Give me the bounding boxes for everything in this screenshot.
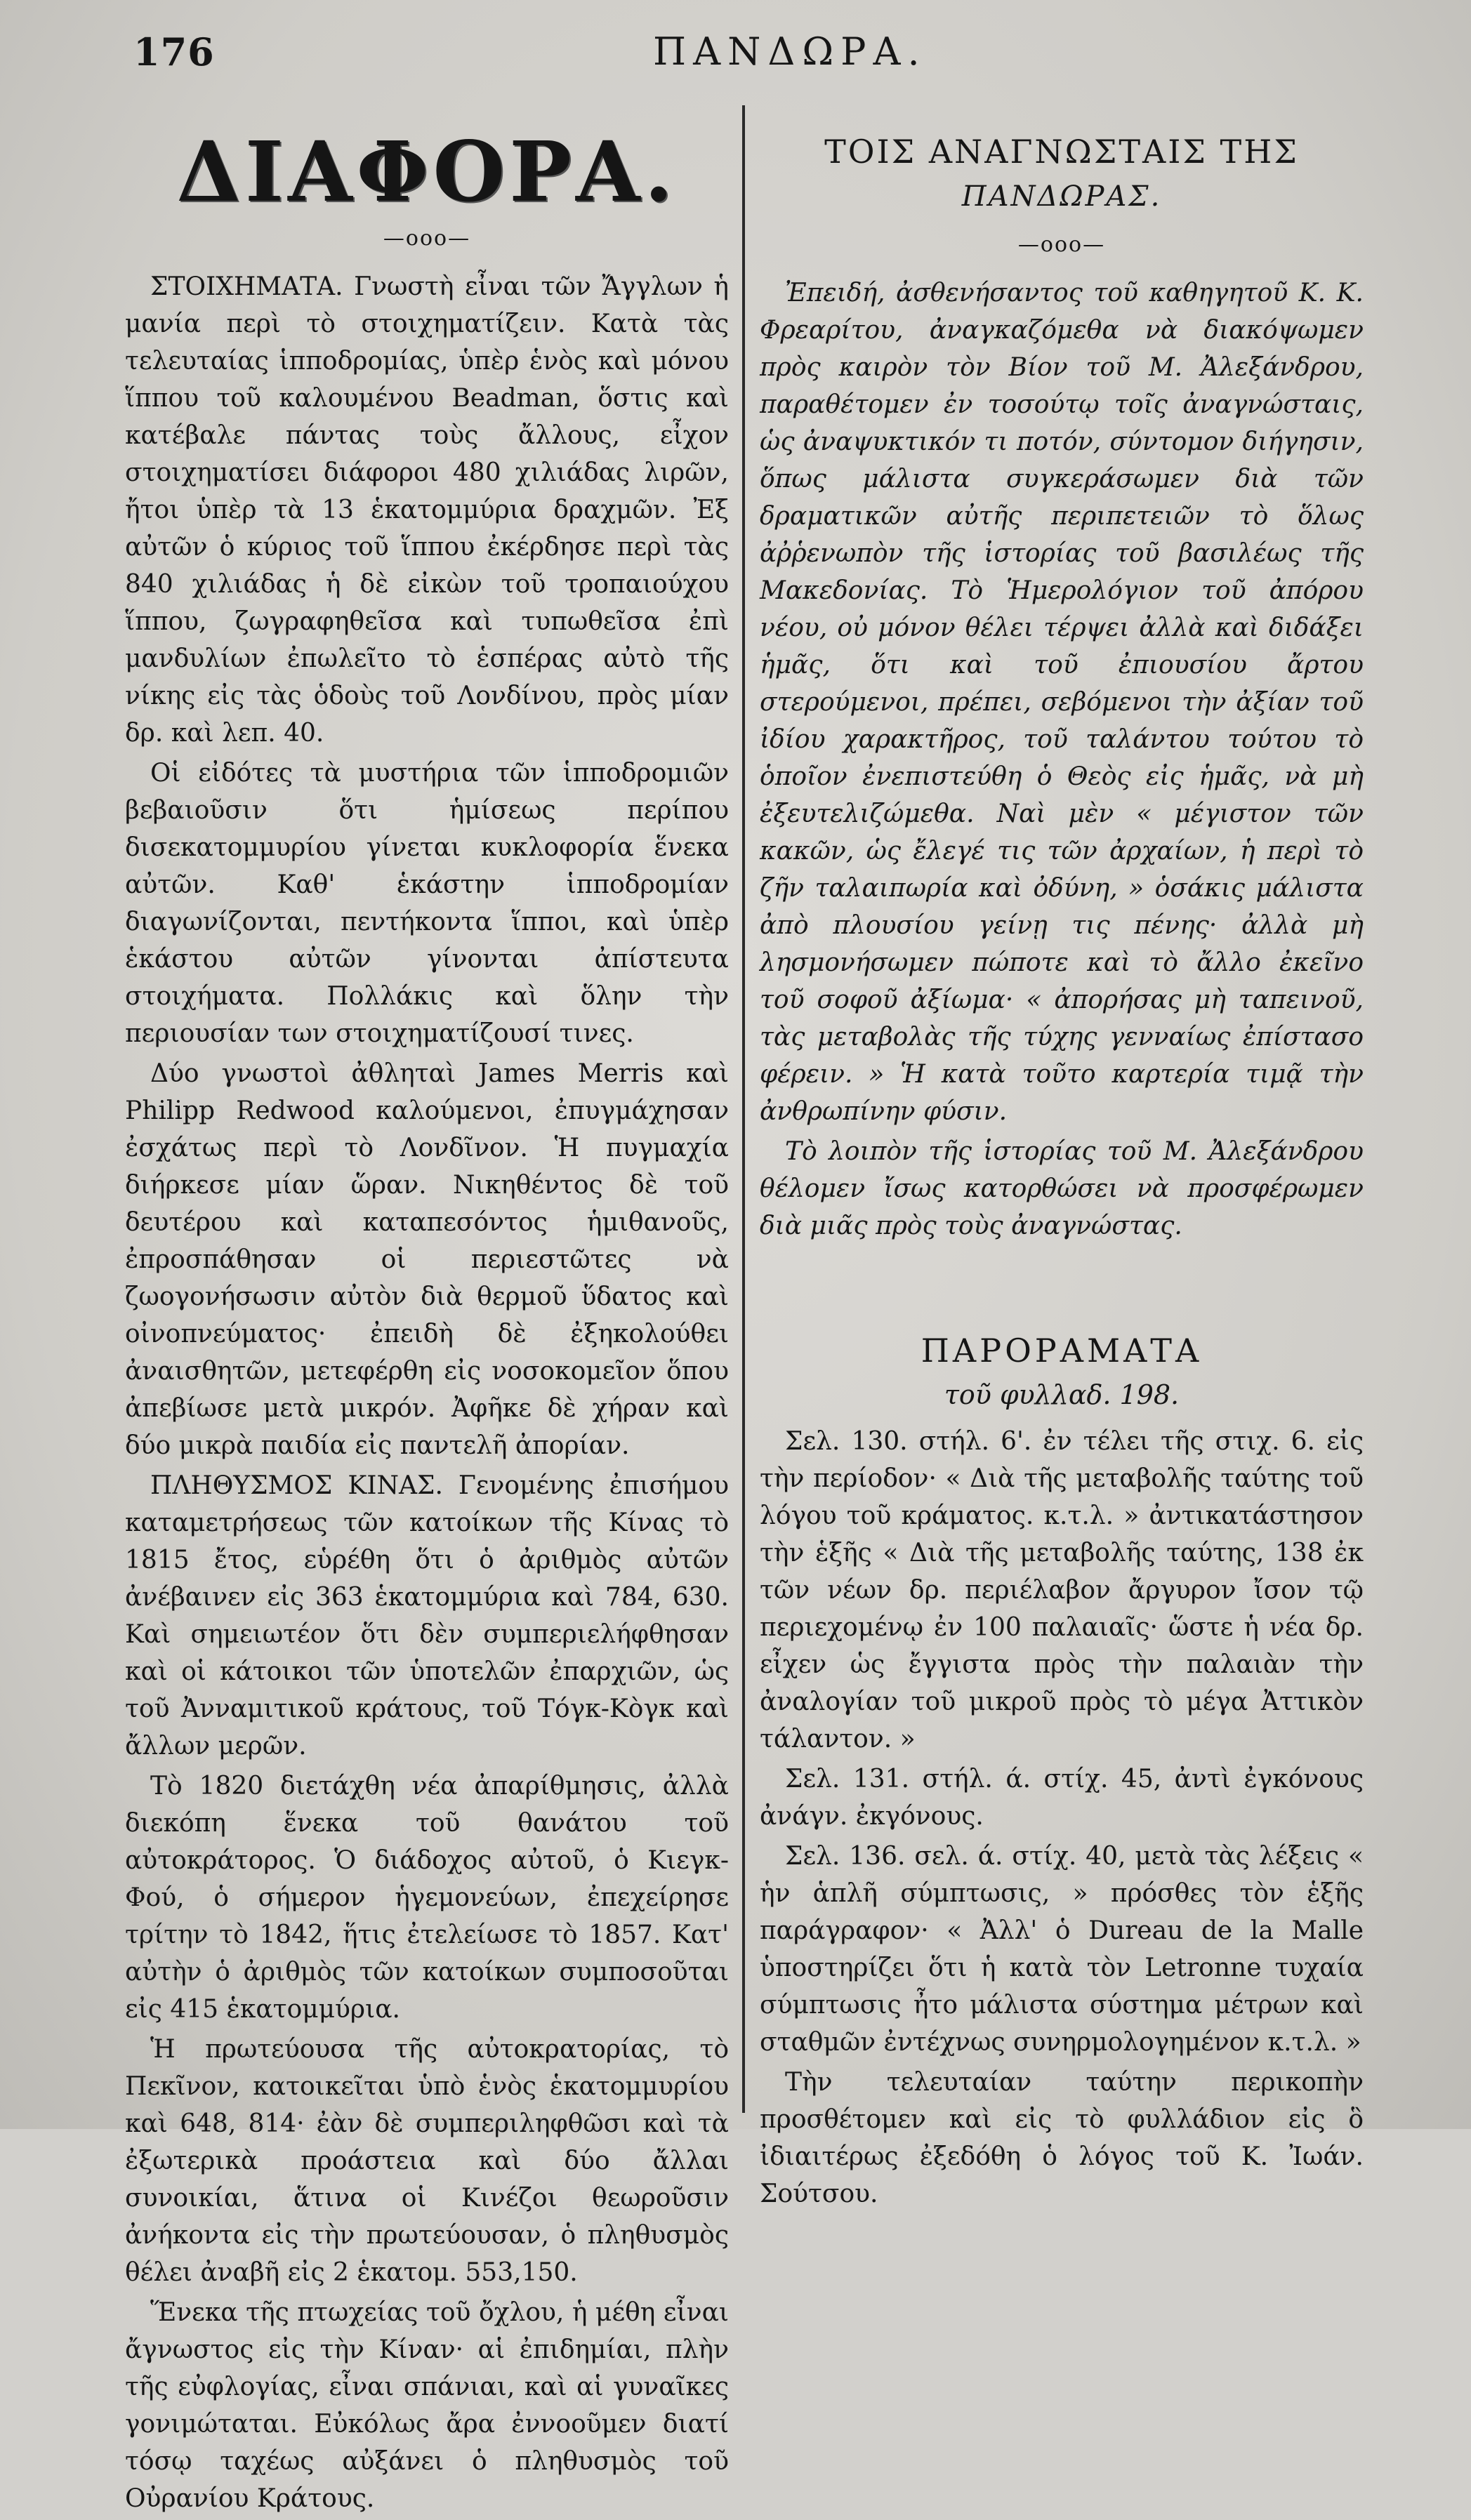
right-column <box>760 130 1364 2215</box>
separator: —οοο— <box>1017 232 1106 257</box>
errata-note: Τὴν τελευταίαν ταύτην περικοπὴν προσθέτομεν καὶ εἰς τὸ φυλλάδιον εἰς ὃ ἰδιαιτέρως ἐξεδόθη ὁ λόγος τοῦ Κ. Ἰωάν. Σούτσου. <box>760 2068 1364 2208</box>
notice-body <box>760 274 1364 1245</box>
paragraph-peking: Ἡ πρωτεύουσα τῆς αὐτοκρατορίας, τὸ Πεκῖνον, κατοικεῖται ὑπὸ ἑνὸς ἑκατομμυρίου καὶ 648, 814· ἐὰν δὲ συμπεριληφθῶσι καὶ τὰ ἐξωτερικὰ προάστεια καὶ δύο ἄλλαι συνοικίαι, ἅτινα οἱ Κινέζοι θεωροῦσιν ἀνήκοντα εἰς τὴν πρωτεύουσαν, ὁ πληθυσμὸς θέλει ἀναβῆ εἰς 2 ἑκατομ. 553,150. <box>125 2035 729 2287</box>
paragraph-boxing: Δύο γνωστοὶ ἀθληταὶ James Merris καὶ Philipp Redwood καλούμενοι, ἐπυγμάχησαν ἐσχάτως περὶ τὸ Λονδῖνον. Ἡ πυγμαχία διήρκεσε μίαν ὥραν. Νικηθέντος δὲ τοῦ δευτέρου καὶ καταπεσόντος ἡμιθανοῦς, ἐπροσπάθησαν οἱ περιεστῶτες νὰ ζωογονήσωσιν αὐτὸν διὰ θερμοῦ ὕδατος καὶ οἰνοπνεύματος· ἐπειδὴ δὲ ἐξηκολούθει ἀναισθητῶν, μετεφέρθη εἰς νοσοκομεῖον ὅπου ἀπεβίωσε μετὰ μικρόν. Ἀφῆκε δὲ χήραν καὶ δύο μικρὰ παιδία εἰς παντελῆ ἀπορίαν. <box>125 1059 729 1460</box>
notice-paragraph: Τὸ λοιπὸν τῆς ἱστορίας τοῦ Μ. Ἀλεξάνδρου θέλομεν ἴσως κατορθώσει νὰ προσφέρωμεν διὰ μιᾶς πρὸς τοὺς ἀναγνώστας. <box>760 1137 1364 1240</box>
section-title: ΔΙΑΦΟΡΑ. <box>176 123 678 220</box>
paragraph-census: Τὸ 1820 διετάχθη νέα ἀπαρίθμησις, ἀλλὰ διεκόπη ἕνεκα τοῦ θανάτου τοῦ αὐτοκράτορος. Ὁ διάδοχος αὐτοῦ, ὁ Κιεγκ-Φού, ὁ σήμερον ἡγεμονεύων, ἐπεχείρησε τρίτην τὸ 1842, ἥτις ἐτελείωσε τὸ 1857. Κατ' αὐτὴν ὁ ἀριθμὸς τῶν κατοίκων συμποσοῦται εἰς 415 ἑκατομμύρια. <box>125 1772 729 2024</box>
errata-item: Σελ. 136. σελ. ά. στίχ. 40, μετὰ τὰς λέξεις « ἡν ἁπλῆ σύμπτωσις, » πρόσθες τὸν ἑξῆς παράγραφον· « Ἀλλ' ὁ Dureau de la Malle ὑποστηρίζει ὅτι ἡ κατὰ τὸν Letronne τυχαία σύμπτωσις ἦτο μάλιστα σύστημα μέτρων καὶ σταθμῶν ἐντέχνως συνηρμολογημένον κ.τ.λ. » <box>760 1842 1364 2057</box>
column-divider <box>742 105 745 2113</box>
paragraph-bets: ΣΤΟΙΧΗΜΑΤΑ. Γνωστὴ εἶναι τῶν Ἄγγλων ἡ μανία περὶ τὸ στοιχηματίζειν. Κατὰ τὰς τελευταίας ἱπποδρομίας, ὑπὲρ ἑνὸς καὶ μόνου ἵππου τοῦ καλουμένου Beadman, ὅστις καὶ κατέβαλε πάντας τοὺς ἄλλους, εἶχον στοιχηματίσει διάφοροι 480 χιλιάδας λιρῶν, ἤτοι ὑπὲρ τὰ 13 ἑκατομμύρια δραχμῶν. Ἐξ αὐτῶν ὁ κύριος τοῦ ἵππου ἐκέρδησε περὶ τὰς 840 χιλιάδας ἡ δὲ εἰκὼν τοῦ τροπαιούχου ἵππου, ζωγραφηθεῖσα καὶ τυπωθεῖσα ἐπὶ μανδυλίων ἐπωλεῖτο τὸ ἑσπέρας αὐτὸ τῆς νίκης εἰς τὰς ὁδοὺς τοῦ Λονδίνου, πρὸς μίαν δρ. καὶ λεπ. 40. <box>125 272 729 748</box>
page-number: 176 <box>133 29 215 74</box>
paragraph-china-population: ΠΛΗΘΥΣΜΟΣ ΚΙΝΑΣ. Γενομένης ἐπισήμου καταμετρήσεως τῶν κατοίκων τῆς Κίνας τὸ 1815 ἔτος, εὑρέθη ὅτι ὁ ἀριθμὸς αὐτῶν ἀνέβαινεν εἰς 363 ἑκατομμύρια καὶ 784, 630. Καὶ σημειωτέον ὅτι δὲν συμπεριελήφθησαν καὶ οἱ κάτοικοι τῶν ὑποτελῶν ἐπαρχιῶν, ὡς τοῦ Ἀνναμιτικοῦ κράτους, τοῦ Τόγκ-Κὸγκ καὶ ἄλλων μερῶν. <box>125 1471 729 1760</box>
errata-title: ΠΑΡΟΡΑΜΑΤΑ <box>921 1332 1203 1370</box>
errata-subtitle: τοῦ φυλλαδ. 198. <box>944 1379 1180 1410</box>
notice-paragraph: Ἐπειδή, ἀσθενήσαντος τοῦ καθηγητοῦ Κ. Κ. Φρεαρίτου, ἀναγκαζόμεθα νὰ διακόψωμεν πρὸς καιρὸν τὸν Βίον τοῦ Μ. Ἀλεξάνδρου, παραθέτομεν ἐν τοσούτῳ τοῖς ἀναγνώσταις, ὡς ἀναψυκτικόν τι ποτόν, σύντομον διήγησιν, ὅπως μάλιστα συγκεράσωμεν διὰ τῶν δραματικῶν αὐτῆς περιπετειῶν τὸ ὅλως ἀῤῥενωπὸν τῆς ἱστορίας τοῦ βασιλέως τῆς Μακεδονίας. Τὸ Ἡμερολόγιον τοῦ ἀπόρου νέου, οὐ μόνον θέλει τέρψει ἀλλὰ καὶ διδάξει ἡμᾶς, ὅτι καὶ τοῦ ἐπιουσίου ἄρτου στερούμενοι, πρέπει, σεβόμενοι τὴν ἀξίαν τοῦ ἰδίου χαρακτῆρος, τοῦ ταλάντου τούτου τὸ ὁποῖον ἐνεπιστεύθη ὁ Θεὸς εἰς ἡμᾶς, νὰ μὴ ἐξευτελιζώμεθα. Ναὶ μὲν « μέγιστον τῶν κακῶν, ὡς ἔλεγέ τις τῶν ἀρχαίων, ἡ περὶ τὸ ζῆν ταλαιπωρία καὶ ὀδύνη, » ὁσάκις μάλιστα ἀπὸ πλουσίου γείνῃ τις πένης· ἀλλὰ μὴ λησμονήσωμεν πώποτε καὶ τὸ ἄλλο ἐκεῖνο τοῦ σοφοῦ ἀξίωμα· « ἀπορήσας μὴ ταπεινοῦ, τὰς μεταβολὰς τῆς τύχης γενναίως ἐπίστασο φέρειν. » Ἡ κατὰ τοῦτο καρτερία τιμᾷ τὴν ἀνθρωπίνην φύσιν. <box>760 279 1364 1126</box>
paragraph-growth: Ἕνεκα τῆς πτωχείας τοῦ ὄχλου, ἡ μέθη εἶναι ἄγνωστος εἰς τὴν Κίναν· αἱ ἐπιδημίαι, πλὴν τῆς εὐφλογίας, εἶναι σπάνιαι, καὶ αἱ γυναῖκες γονιμώταται. Εὐκόλως ἄρα ἐννοοῦμεν διατί τόσῳ ταχέως αὐξάνει ὁ πληθυσμὸς τοῦ Οὐρανίου Κράτους. <box>125 2298 729 2513</box>
separator: —οοο— <box>383 226 471 251</box>
errata-item: Σελ. 131. στήλ. ά. στίχ. 45, ἀντὶ ἐγκόνους ἀνάγν. ἐκγόνους. <box>760 1765 1364 1831</box>
page-header <box>105 29 1429 86</box>
notice-subtitle: ΠΑΝΔΩΡΑΣ. <box>961 180 1162 213</box>
running-title: ΠΑΝΔΩΡΑ. <box>653 29 927 74</box>
paragraph-racing: Οἱ εἰδότες τὰ μυστήρια τῶν ἱπποδρομιῶν βεβαιοῦσιν ὅτι ἡμίσεως περίπου δισεκατομμυρίου γίνεται κυκλοφορία ἕνεκα αὐτῶν. Καθ' ἑκάστην ἱπποδρομίαν διαγωνίζονται, πεντήκοντα ἵπποι, καὶ ὑπὲρ ἑκάστου αὐτῶν γίνονται ἀπίστευτα στοιχήματα. Πολλάκις καὶ ὅλην τὴν περιουσίαν των στοιχηματίζουσί τινες. <box>125 759 729 1048</box>
errata-item: Σελ. 130. στήλ. 6'. ἐν τέλει τῆς στιχ. 6. εἰς τὴν περίοδον· « Διὰ τῆς μεταβολῆς ταύτης τοῦ λόγου τοῦ κράματος. κ.τ.λ. » ἀντικατάστησον τὴν ἑξῆς « Διὰ τῆς μεταβολῆς ταύτης, 138 ἐκ τῶν νέων δρ. περιέλαβον ἄργυρον ἴσον τῷ περιεχομένῳ ἐν 100 παλαιαῖς· ὥστε ἡ νέα δρ. εἶχεν ὡς ἔγγιστα πρὸς τὴν παλαιὰν τὴν ἀναλογίαν τοῦ μικροῦ πρὸς τὸ μέγα Ἀττικὸν τάλαντον. » <box>760 1427 1364 1753</box>
left-column <box>125 105 729 2520</box>
notice-title: ΤΟΙΣ ΑΝΑΓΝΩΣΤΑΙΣ ΤΗΣ <box>824 133 1299 171</box>
